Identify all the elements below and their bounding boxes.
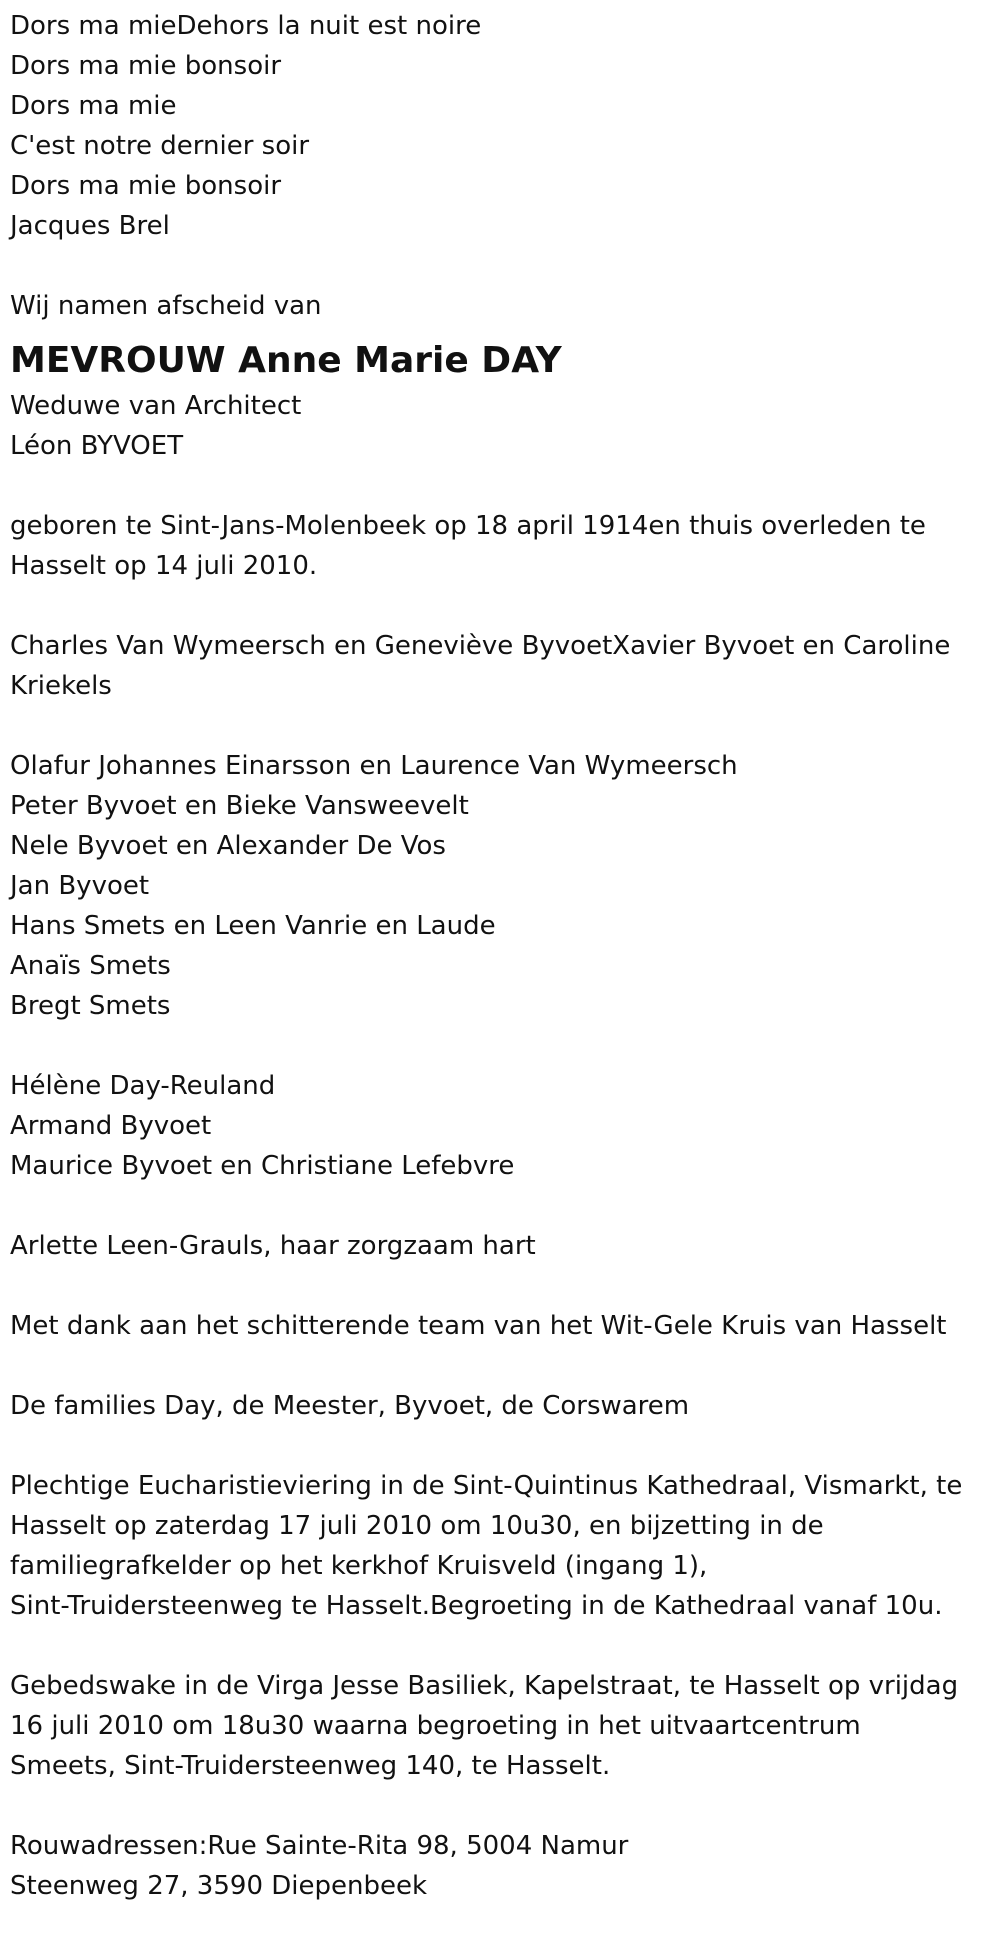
list-item: Hans Smets en Leen Vanrie en Laude (10, 911, 496, 941)
caregiver-text: Arlette Leen-Grauls, haar zorgzaam hart (10, 1231, 536, 1261)
spacer (10, 1426, 995, 1466)
spacer (10, 586, 995, 626)
spacer (10, 1266, 995, 1306)
poem-author: Jacques Brel (10, 211, 170, 241)
vigil-line: Gebedswake in de Virga Jesse Basiliek, Kapelstraat, te Hasselt op vrijdag (10, 1671, 959, 1701)
list-item: Peter Byvoet en Bieke Vansweevelt (10, 791, 469, 821)
children-line: Charles Van Wymeersch en Geneviève ByvoetXavier Byvoet en Caroline (10, 631, 951, 661)
poem-line: Dors ma mieDehors la nuit est noire (10, 11, 482, 41)
list-item: Maurice Byvoet en Christiane Lefebvre (10, 1151, 515, 1181)
ceremony-line: Sint-Truidersteenweg te Hasselt.Begroeting in de Kathedraal vanaf 10u. (10, 1591, 943, 1621)
list-item: Bregt Smets (10, 991, 171, 1021)
ceremony-line: Hasselt op zaterdag 17 juli 2010 om 10u30, en bijzetting in de (10, 1511, 824, 1541)
spacer (10, 706, 995, 746)
vigil-paragraph (10, 1666, 995, 1786)
vigil-line: 16 juli 2010 om 18u30 waarna begroeting in het uitvaartcentrum (10, 1711, 861, 1741)
poem-line: Dors ma mie bonsoir (10, 51, 282, 81)
spacer (10, 466, 995, 506)
ceremony-line: familiegrafkelder op het kerkhof Kruisveld (ingang 1), (10, 1551, 708, 1581)
spacer (10, 1026, 995, 1066)
deceased-name: MEVROUW Anne Marie DAY (10, 340, 562, 381)
intro-text: Wij namen afscheid van (10, 291, 322, 321)
addresses-block (10, 1826, 995, 1906)
list-item: Nele Byvoet en Alexander De Vos (10, 831, 446, 861)
poem-line: Dors ma mie bonsoir (10, 171, 282, 201)
birth-death-line: Hasselt op 14 juli 2010. (10, 551, 318, 581)
families-text: De families Day, de Meester, Byvoet, de Corswarem (10, 1391, 690, 1421)
birth-death-line: geboren te Sint-Jans-Molenbeek op 18 april 1914en thuis overleden te (10, 511, 926, 541)
address-line: Rouwadressen:Rue Sainte-Rita 98, 5004 Namur (10, 1831, 629, 1861)
ceremony-paragraph (10, 1466, 995, 1626)
relatives-list (10, 1066, 995, 1186)
ceremony-line: Plechtige Eucharistieviering in de Sint-Quintinus Kathedraal, Vismarkt, te (10, 1471, 963, 1501)
grandchildren-list (10, 746, 995, 1026)
deceased-spouse: Léon BYVOET (10, 431, 184, 461)
spacer (10, 246, 995, 286)
address-line: Steenweg 27, 3590 Diepenbeek (10, 1871, 428, 1901)
list-item: Armand Byvoet (10, 1111, 212, 1141)
list-item: Olafur Johannes Einarsson en Laurence Van Wymeersch (10, 751, 738, 781)
list-item: Jan Byvoet (10, 871, 150, 901)
obituary-document (10, 6, 995, 1906)
poem-line: Dors ma mie (10, 91, 177, 121)
deceased-relation: Weduwe van Architect (10, 391, 302, 421)
spacer (10, 1786, 995, 1826)
vigil-line: Smeets, Sint-Truidersteenweg 140, te Hasselt. (10, 1751, 611, 1781)
thanks-text: Met dank aan het schitterende team van het Wit-Gele Kruis van Hasselt (10, 1311, 947, 1341)
spacer (10, 1346, 995, 1386)
spacer (10, 1626, 995, 1666)
list-item: Anaïs Smets (10, 951, 171, 981)
children-line: Kriekels (10, 671, 112, 701)
poem (10, 6, 995, 246)
poem-line: C'est notre dernier soir (10, 131, 310, 161)
spacer (10, 1186, 995, 1226)
list-item: Hélène Day-Reuland (10, 1071, 276, 1101)
